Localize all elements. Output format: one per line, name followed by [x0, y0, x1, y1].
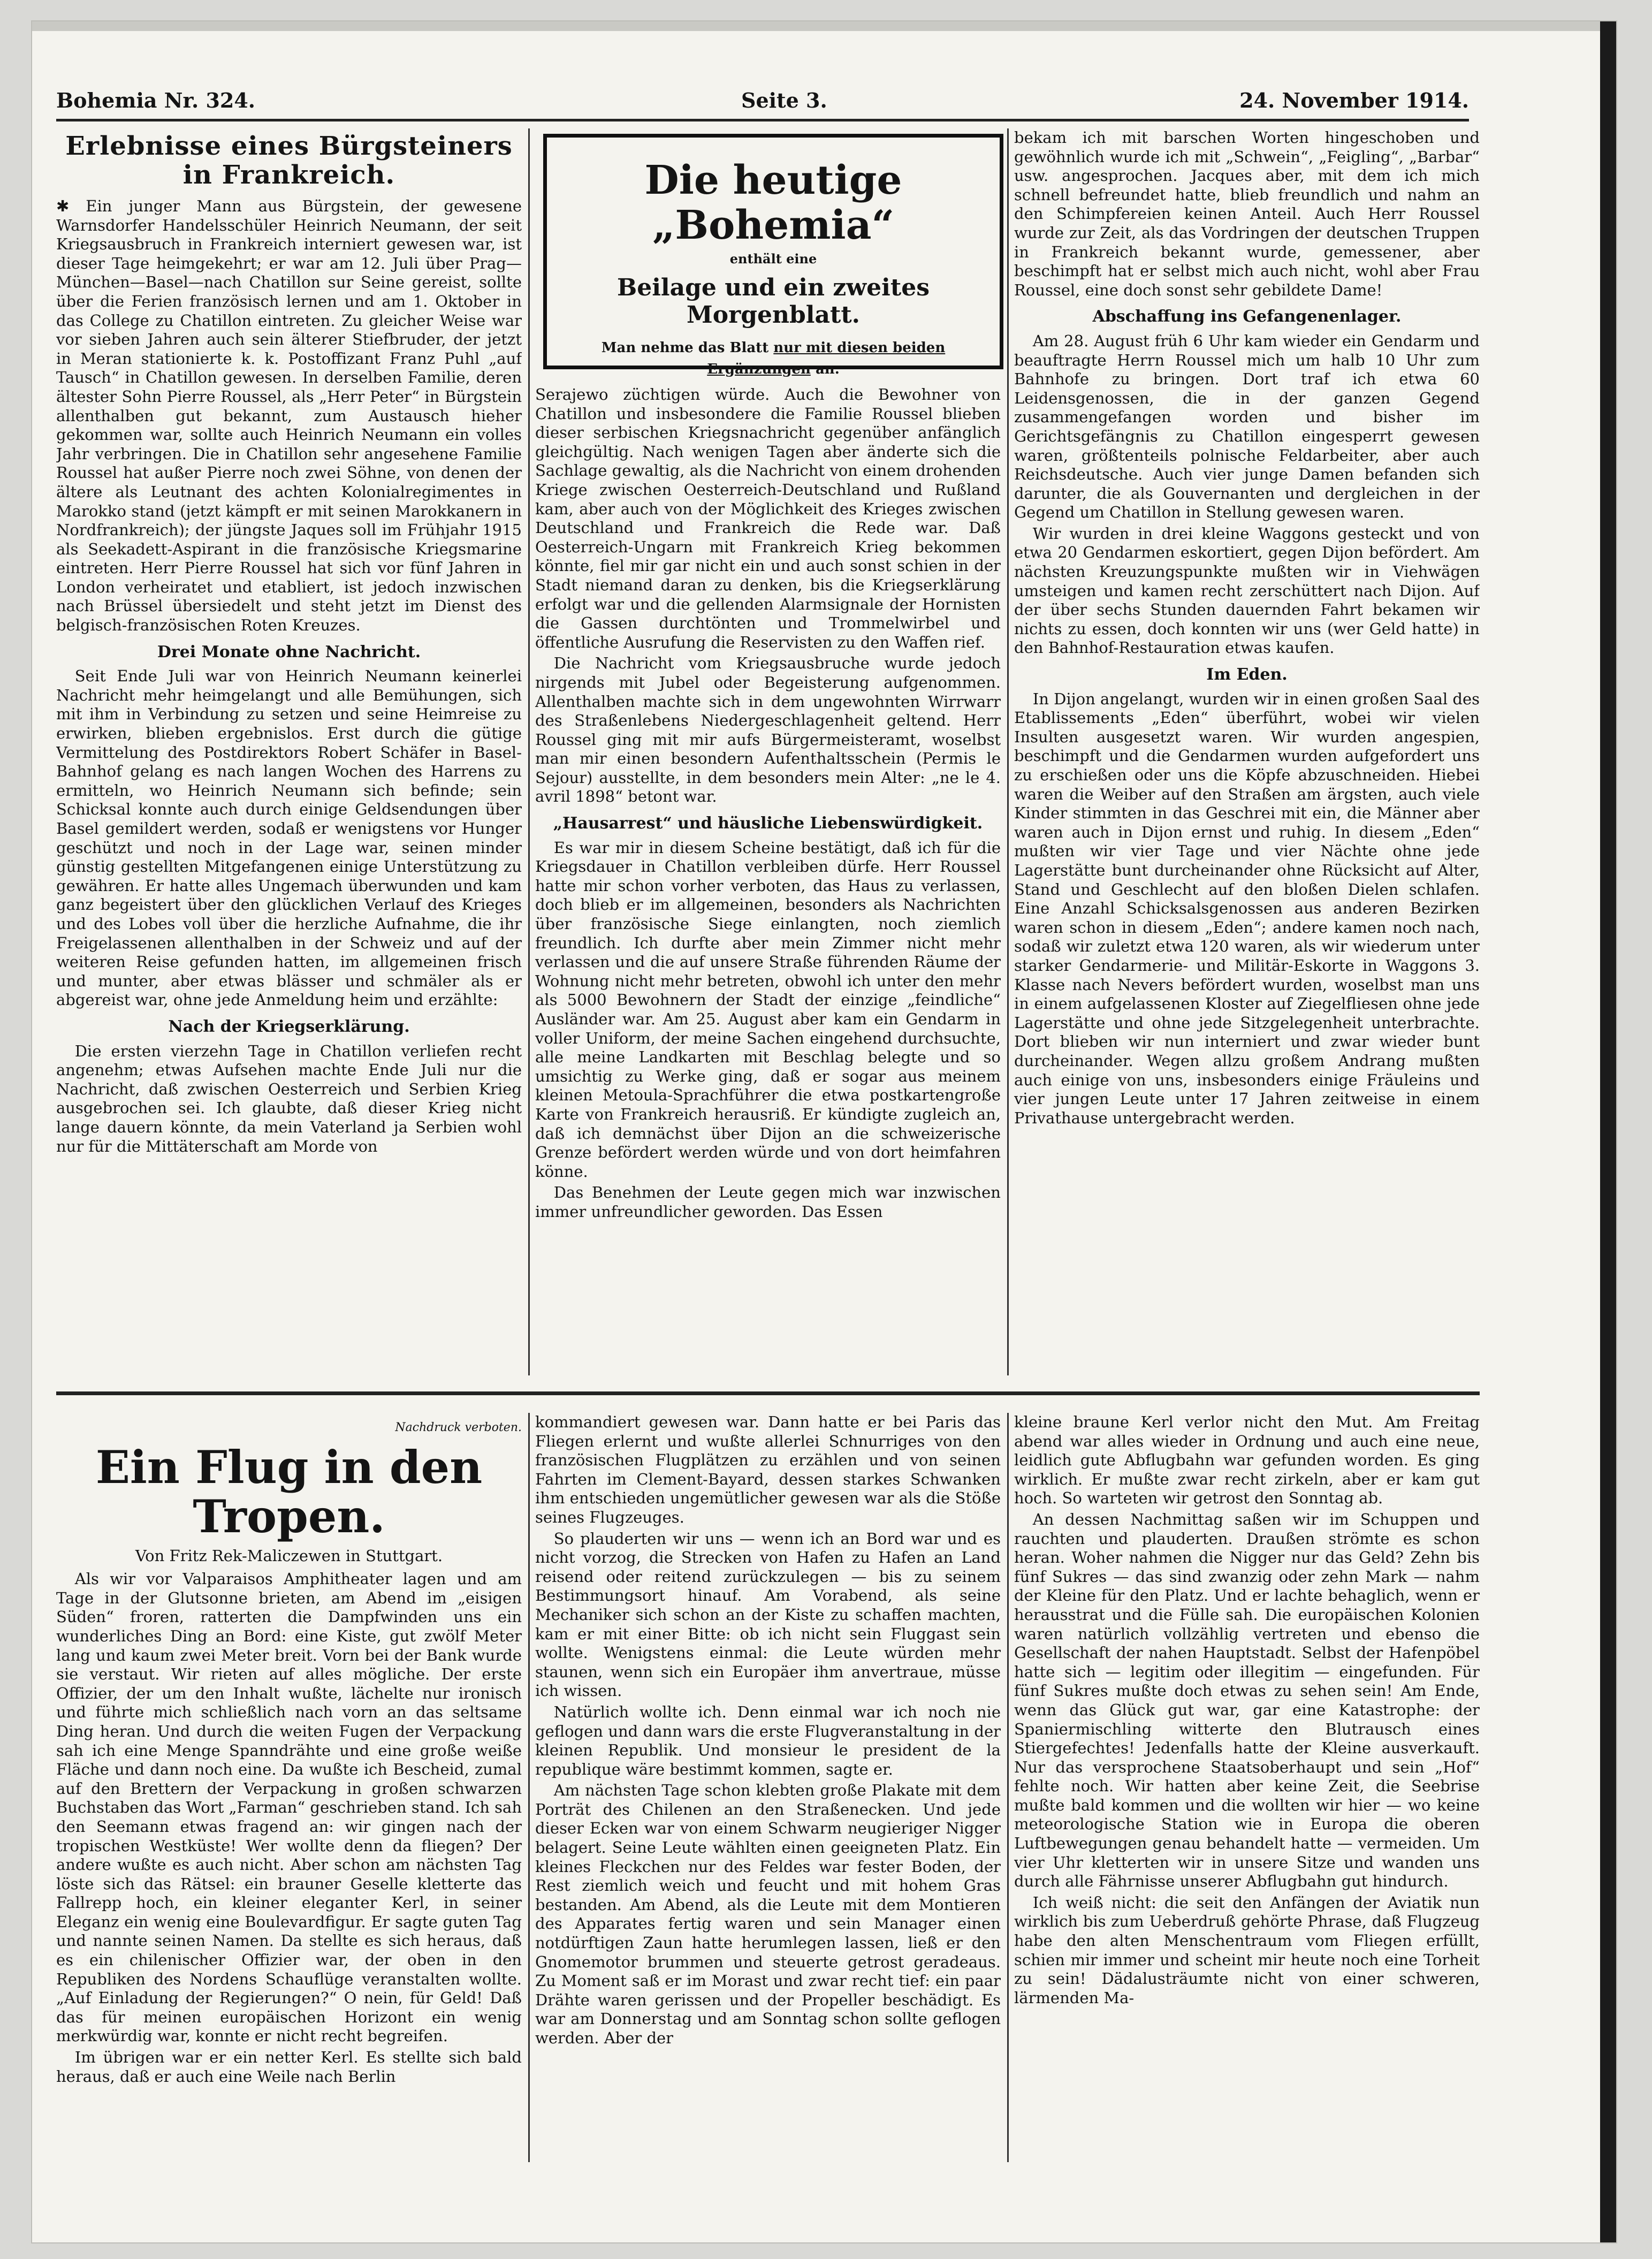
notice-line [563, 337, 984, 380]
subheading: Drei Monate ohne Nachricht. [157, 642, 421, 661]
paragraph: Es war mir in diesem Scheine bestätigt, daß ich für die Kriegsdauer in Chatillon verbleiben dürfe. Herr Roussel hatte mir schon vorher verboten, das Haus zu verlassen, doch blieb er im allgemeinen, besonders als Nachrichten über französische Siege einlangten, noch ziemlich freundlich. Ich durfte aber mein Zimmer nicht mehr verlassen und die auf unsere Straße führenden Räume der Wohnung nicht mehr betreten, obwohl ich unter den mehr als 5000 Bewohnern der Stadt der einzige „feindliche“ Ausländer war. Am 25. August aber kam ein Gendarm in voller Uniform, der meine Sachen eingehend durchsuchte, alle meine Landkarten mit Beschlag belegte und so umsichtig zu Werke ging, daß er sogar aus meinem kleinen Metoula-Sprachführer die etwa postkartengroße Karte von Frankreich herausriß. Er kündigte zugleich an, daß ich demnächst über Dijon an die schweizerische Grenze befördert werden würde und von dort heimfahren könne. [535, 838, 1001, 1181]
article-title: Ein Flug in den Tropen. [95, 1440, 483, 1543]
column-rule [528, 128, 530, 1375]
paragraph: Die Nachricht vom Kriegsausbruche wurde jedoch nirgends mit Jubel oder Begeisterung aufgenommen. Allenthalben machte sich in dem ungewohnten Wirrwarr des Straßenlebens Niedergeschlagenheit geltend. Herr Roussel ging mit mir aufs Bürgermeisteramt, woselbst man mir einen besondern Aufenthaltsschein (Permis le Sejour) ausstellte, in dem besonders mein Alter: „ne le 4. avril 1898“ betont war. [535, 654, 1001, 806]
paragraph: So plauderten wir uns — wenn ich an Bord war und es nicht vorzog, die Strecken von Hafen zu Hafen an Land reisend oder reitend zurückzulegen — bis zu seinem Bestimmungsort hinauf. Am Vorabend, als seine Mechaniker sich schon an der Kiste zu schaffen machten, kam er mit einer Bitte: ob ich nicht sein Fluggast sein wollte. Wenigstens einmal: die Leute würden mehr staunen, wenn sich ein Europäer ihm anvertraue, müsse ich wissen. [535, 1529, 1001, 1700]
paragraph: Am 28. August früh 6 Uhr kam wieder ein Gendarm und beauftragte Herrn Roussel mich um halb 10 Uhr zum Bahnhofe zu bringen. Dort traf ich etwa 60 Leidensgenossen, die in der ganzen Gegend zusammengefangen worden und bisher im Gerichtsgefängnis zu Chatillon eingesperrt gewesen waren, größtenteils polnische Feldarbeiter, aber auch Reichsdeutsche. Auch vier junge Damen befanden sich darunter, die als Gouvernanten und dergleichen in der Gegend um Chatillon in Stellung gewesen waren. [1014, 331, 1480, 522]
subheading: Im Eden. [1206, 665, 1288, 684]
page-header [56, 88, 1469, 115]
notice-emphasis: nur mit diesen beiden Ergänzungen [707, 340, 946, 377]
notice-title: Die heutige „Bohemia“ [644, 157, 902, 248]
article-column [1014, 128, 1480, 1375]
notice-text: Man nehme das Blatt [601, 340, 769, 356]
paragraph: Serajewo züchtigen würde. Auch die Bewohner von Chatillon und insbesondere die Familie Roussel blieben dieser serbischen Kriegsnachricht gegenüber anfänglich gleichgültig. Nach wenigen Tagen aber änderte sich die Sachlage gewaltig, als die Nachricht von einem drohenden Kriege zwischen Oesterreich-Deutschland und Rußland kam, aber auch von der Möglichkeit des Krieges zwischen Deutschland und Frankreich die Rede war. Daß Oesterreich-Ungarn mit Frankreich Krieg bekommen könnte, fiel mir gar nicht ein und auch sonst schien in der Stadt niemand daran zu denken, bis die Kriegserklärung erfolgt war und die gellenden Alarmsignale der Hornisten die Gassen durchtönten und Trommelwirbel und öffentliche Ausrufung die Reservisten zu den Waffen rief. [535, 385, 1001, 651]
subheading: Abschaffung ins Gefangenenlager. [1092, 307, 1402, 326]
paragraph: An dessen Nachmittag saßen wir im Schuppen und rauchten und plauderten. Draußen strömte es schon heran. Woher nahmen die Nigger nur das Geld? Zehn bis fünf Sukres — das sind zwanzig oder zehn Mark — nahm der Kleine für den Platz. Und er lachte behaglich, wenn er herausstrat und die Fülle sah. Die europäischen Kolonien waren natürlich vollzählig vertreten und ebenso die Gesellschaft der nahen Hauptstadt. Selbst der Hafenpöbel hatte sich — legitim oder illegitim — eingefunden. Für fünf Sukres mußte doch etwas zu sehen sein! Am Ende, wenn das Glück gut war, gar eine Katastrophe: der Spaniermischling witterte den Blutrausch eines Stiergefechtes! Jedenfalls hatte der Kleine ausverkauft. Nur das versprochene Staatsoberhaupt und sein „Hof“ fehlte noch. Wir hatten aber keine Zeit, die Seebrise mußte bald kommen und die wollten wir hier — wo keine meteorologische Station wie in Europa die oberen Luftbewegungen genau behandelt hatte — vermeiden. Um vier Uhr kletterten wir in unsere Sitze und wanden uns durch alle Fährnisse unserer Abflugbahn gut hindurch. [1014, 1510, 1480, 1891]
paragraph: Seit Ende Juli war von Heinrich Neumann keinerlei Nachricht mehr heimgelangt und alle Bemühungen, sich mit ihm in Verbindung zu setzen und seine Heimreise zu erwirken, blieben ergebnislos. Erst durch die gütige Vermittelung des Postdirektors Robert Schäfer in Basel-Bahnhof gelang es nach langen Wochen des Harrens zu ermitteln, wo Heinrich Neumann sich befinde; sein Schicksal konnte auch durch einige Geldsendungen über Basel gemildert werden, sodaß er wenigstens vor Hunger geschützt und noch in der Lage war, seinen minder günstig gestellten Mitgefangenen einige Unterstützung zu gewähren. Er hatte alles Ungemach überwunden und kam ganz begeistert über den glücklichen Verlauf des Krieges und des Lobes voll über die herzliche Aufnahme, die ihr Freigelassenen allenthalben in der Schweiz und auf der weiteren Reise gefunden hatten, im allgemeinen frisch und munter, aber etwas blässer und schmäler als er abgereist war, ohne jede Anmeldung heim und erzählte: [56, 667, 522, 1009]
scan-top-edge [32, 21, 1616, 31]
article-column [535, 385, 1001, 1375]
notice-line: Beilage und ein zweites Morgenblatt. [617, 274, 930, 329]
subheading: „Hausarrest“ und häusliche Liebenswürdigkeit. [553, 814, 983, 833]
column-rule [1007, 128, 1009, 1375]
paragraph: Als wir vor Valparaisos Amphitheater lagen und am Tage in der Glutsonne brieten, am Abend im „eisigen Süden“ froren, ratterten die Dampfwinden uns ein wunderliches Ding an Bord: eine Kiste, gut zwölf Meter lang und kaum zwei Meter breit. Vorn bei der Bank wurde sie verstaut. Wir rieten auf alles mögliche. Der erste Offizier, der um den Inhalt wußte, lächelte nur ironisch und führte mich schließlich nach vorn an das seltsame Ding heran. Und durch die weiten Fugen der Verpackung sah ich eine Menge Spanndrähte und eine große weiße Fläche und dann noch eine. Da wußte ich Bescheid, zumal auf den Brettern der Verpackung in großen schwarzen Buchstaben das Wort „Farman“ geschrieben stand. Ich sah den Seemann etwas fragend an: wir gingen nach der tropischen Westküste! Wer wollte denn da fliegen? Der andere wußte es auch nicht. Aber schon am nächsten Tag löste sich das Rätsel: ein brauner Geselle kletterte das Fallrepp hoch, ein kleiner eleganter Kerl, in seiner Eleganz ein wenig eine Boulevardfigur. Er sagte guten Tag und nannte seinen Namen. Da stellte es sich heraus, daß es ein chilenischer Offizier war, der oben in den Republiken des Nordens Schauflüge veranstalten wollte. „Auf Einladung der Regierungen?“ O nein, für Geld! Daß das für meinen europäischen Horizont ein wenig merkwürdig war, konnte er nicht recht begreifen. [56, 1570, 522, 2045]
article-column [56, 1418, 522, 2162]
paragraph: Wir wurden in drei kleine Waggons gesteckt und von etwa 20 Gendarmen eskortiert, gegen Dijon befördert. Am nächsten Kreuzungspunkte mußten wir in Viehwägen umsteigen und kamen recht zerschüttert nach Dijon. Auf der über sechs Stunden dauernden Fahrt bekamen wir nichts zu essen, doch konnten wir uns (wer Geld hatte) in den Bahnhof-Restauration etwas kaufen. [1014, 524, 1480, 657]
byline: Von Fritz Rek-Maliczewen in Stuttgart. [135, 1546, 443, 1565]
paragraph: Ich weiß nicht: die seit den Anfängen der Aviatik nun wirklich bis zum Ueberdruß gehörte Phrase, daß Flugzeug habe den alten Menschentraum vom Fliegen erfüllt, schien mir immer und scheint mir heute noch eine Torheit zu sein! Dädalusträumte nicht von einer schweren, lärmenden Ma- [1014, 1893, 1480, 2007]
header-rule [56, 119, 1469, 121]
article-column [56, 128, 522, 1375]
header-date: 24. November 1914. [1239, 88, 1469, 112]
article-column [535, 1413, 1001, 2162]
column-rule [528, 1413, 530, 2162]
paragraph: kommandiert gewesen war. Dann hatte er bei Paris das Fliegen erlernt und wußte allerlei Schnurriges von den französischen Flugplätzen zu erzählen und von seinen Fahrten im Clement-Bayard, dessen starkes Schwanken ihm entschieden ungemütlicher gewesen war als die Stöße seines Flugzeuges. [535, 1413, 1001, 1526]
paragraph: Die ersten vierzehn Tage in Chatillon verliefen recht angenehm; etwas Aufsehen machte Ende Juli nur die Nachricht, daß zwischen Oesterreich und Serbien Krieg ausgebrochen sei. Ich glaubte, daß dieser Krieg nicht lange dauern könnte, da mein Vaterland ja Serbien wohl nur für die Mittäterschaft am Morde von [56, 1041, 522, 1155]
paragraph: Am nächsten Tage schon klebten große Plakate mit dem Porträt des Chilenen an den Straßenecken. Und jede dieser Ecken war von einem Schwarm neugieriger Nigger belagert. Seine Leute wählten einen geeigneten Platz. Ein kleines Fleckchen nur des Feldes war fester Boden, der Rest ziemlich weich und feucht und mit hohem Gras bestanden. Am Abend, als die Leute mit dem Montieren des Apparates fertig waren und sein Manager einen notdürftigen Zaun hatte herumlegen lassen, ließ er den Gnomemotor brummen und steuerte getrost geradeaus. Zu Moment saß er im Morast und zwar recht tief: ein paar Drähte waren gerissen und der Propeller beschädigt. Es war am Donnerstag und am Sonntag schon sollte geflogen werden. Aber der [535, 1781, 1001, 2047]
subheading: Nach der Kriegserklärung. [168, 1017, 410, 1036]
scan-right-edge [1600, 21, 1616, 2242]
article-column [1014, 1413, 1480, 2162]
article-separator [56, 1391, 1480, 1395]
notice-line: enthält eine [729, 251, 817, 267]
paragraph: bekam ich mit barschen Worten hingeschoben und gewöhnlich wurde ich mit „Schwein“, „Feigling“, „Barbar“ usw. angesprochen. Jacques aber, mit dem ich mich schnell befreundet hatte, blieb freundlich und nahm an den Schimpfereien keinen Anteil. Auch Herr Roussel wurde zur Zeit, als das Vordringen der deutschen Truppen in Frankreich bekannt wurde, gemessener, aber beschimpft hat er selbst mich auch nicht, wohl aber Frau Roussel, eine doch sonst sehr gebildete Dame! [1014, 128, 1480, 299]
paragraph: In Dijon angelangt, wurden wir in einen großen Saal des Etablissements „Eden“ überführt, wobei wir vielen Insulten ausgesetzt waren. Wir wurden angespien, beschimpft und die Gendarmen wurden aufgefordert uns zu erschießen oder uns die Köpfe abzuschneiden. Hiebei waren die Weiber auf den Straßen am ärgsten, auch viele Kinder stimmten in das Geschrei mit ein, die Männer aber waren auch in Dijon ernst und ruhig. In diesem „Eden“ mußten wir vier Tage und vier Nächte ohne jede Lagerstätte bunt durcheinander ohne Rücksicht auf Alter, Stand und Geschlecht auf den bloßen Dielen schlafen. Eine Anzahl Schicksalsgenossen aus anderen Bezirken waren schon in diesem „Eden“; andere kamen noch nach, sodaß wir zuletzt etwa 120 waren, als wir wiederum unter starker Gendarmerie- und Militär-Eskorte in Waggons 3. Klasse nach Nevers befördert wurden, woselbst man uns in einem aufgelassenen Kloster auf Ziegelfliesen ohne jede Lagerstätte und ohne jede Sitzgelegenheit unterbrachte. Dort blieben wir nun interniert und zwar wieder bunt durcheinander. Wegen allzu großem Andrang mußten auch einige von uns, insbesonders einige Fräuleins und vier jungen Leute unter 17 Jahren zeitweise in einem Privathause untergebracht werden. [1014, 689, 1480, 1127]
header-page-number: Seite 3. [741, 88, 827, 112]
header-issue: Bohemia Nr. 324. [56, 88, 256, 112]
reprint-notice: Nachdruck verboten. [395, 1421, 522, 1434]
paragraph: Das Benehmen der Leute gegen mich war inzwischen immer unfreundlicher geworden. Das Essen [535, 1183, 1001, 1221]
paragraph: ✱ Ein junger Mann aus Bürgstein, der gewesene Warnsdorfer Handelsschüler Heinrich Neumann, der seit Kriegsausbruch in Frankreich interniert gewesen war, ist dieser Tage heimgekehrt; er war am 12. Juli über Prag—München—Basel—nach Chatillon sur Seine gereist, sollte über die Ferien französisch lernen und am 1. Oktober in das College zu Chatillon eintreten. Zu gleicher Weise war vor sieben Jahren auch sein älterer Stiefbruder, der jetzt in Meran stationierte k. k. Postoffizant Franz Puhl „auf Tausch“ in Chatillon gewesen. In derselben Familie, deren ältester Sohn Pierre Roussel, als „Herr Peter“ in Bürgstein allenthalben gut bekannt, zum Austausch hieher gekommen war, sollte auch Heinrich Neumann ein volles Jahr verbringen. Die in Chatillon sehr angesehene Familie Roussel hat außer Pierre noch zwei Söhne, von denen der ältere als Leutnant des achten Kolonialregimentes in Marokko stand (jetzt kämpft er mit seinen Marokkanern in Nordfrankreich); der jüngste Jaques soll im Frühjahr 1915 als Seekadett-Aspirant in die französische Kriegsmarine eintreten. Herr Pierre Roussel hat sich vor fünf Jahren in London verheiratet und etabliert, ist jedoch inzwischen nach Brüssel übersiedelt und steht jetzt im Dienst des belgisch-französischen Roten Kreuzes. [56, 197, 522, 635]
notice-text: an. [815, 361, 840, 377]
paragraph: kleine braune Kerl verlor nicht den Mut. Am Freitag abend war alles wieder in Ordnung und auch eine neue, leidlich gute Abflugbahn war gefunden worden. Es ging wirklich. Er mußte zwar recht zirkeln, aber er kam gut hoch. So warteten wir getrost den Sonntag ab. [1014, 1413, 1480, 1508]
paragraph: Natürlich wollte ich. Denn einmal war ich noch nie geflogen und dann wars die erste Flugveranstaltung in der kleinen Republik. Und monsieur le president de la republique wäre bestimmt kommen, sagte er. [535, 1702, 1001, 1778]
paragraph: Im übrigen war er ein netter Kerl. Es stellte sich bald heraus, daß er auch eine Weile nach Berlin [56, 2048, 522, 2086]
notice-box [543, 134, 1003, 377]
article-title: Erlebnisse eines Bürgsteiners in Frankreich. [65, 131, 513, 190]
column-rule [1007, 1413, 1009, 2162]
